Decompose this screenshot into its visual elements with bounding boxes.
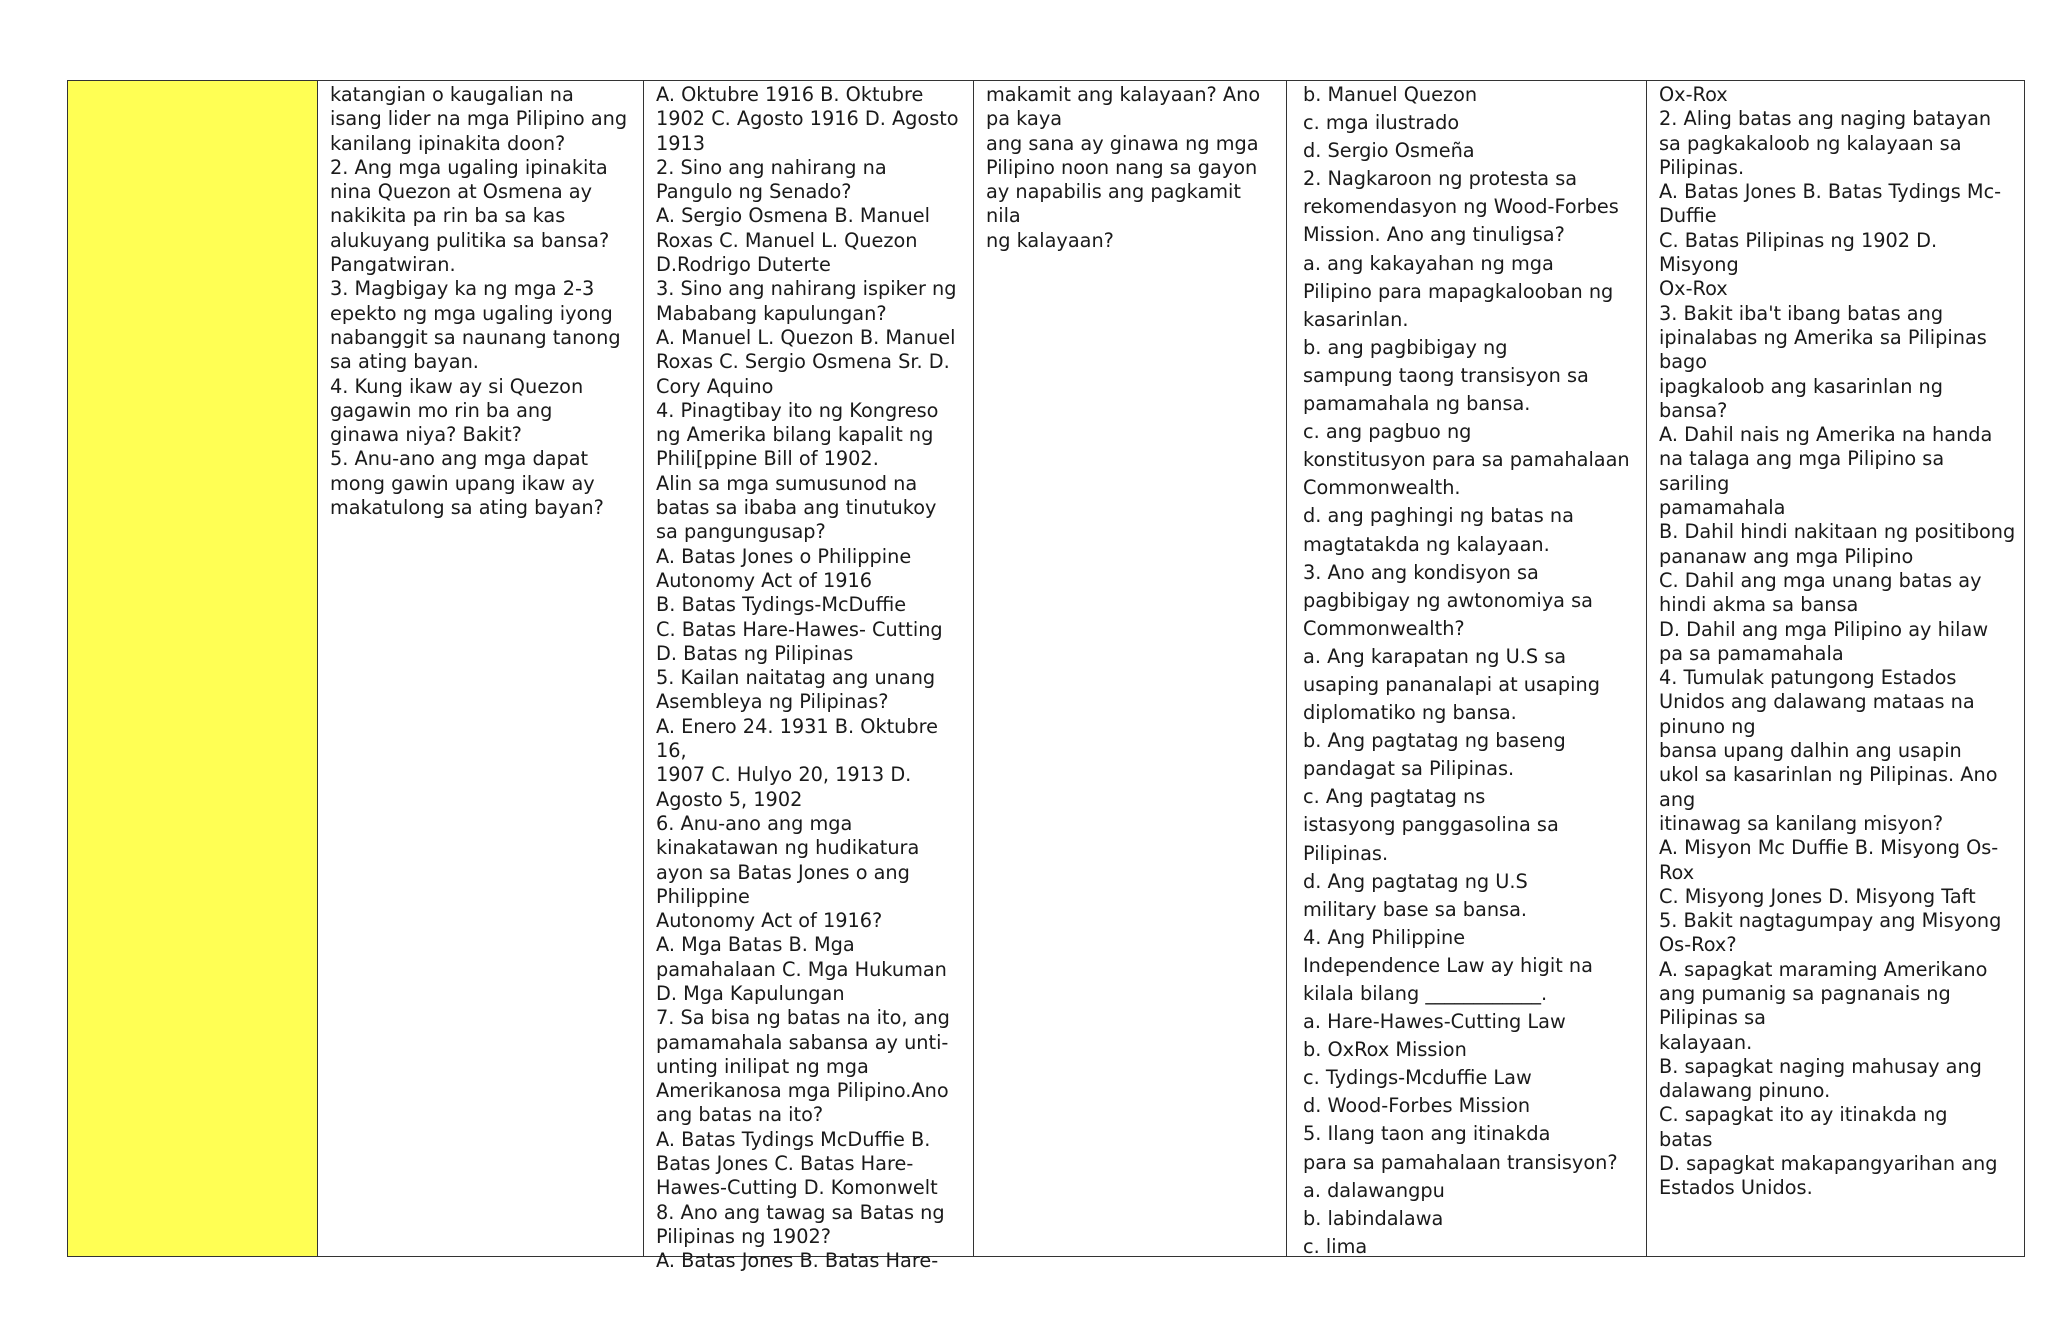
text-line: Phili[ppine Bill of 1902. (656, 447, 879, 471)
text-line: nila (986, 204, 1021, 228)
text-line: d. ang paghingi ng batas na (1303, 504, 1574, 528)
text-line: kalayaan. (1659, 1030, 1753, 1054)
text-line: pamahalaan C. Mga Hukuman (656, 957, 947, 981)
text-line: 5. Kailan naitatag ang unang (656, 666, 936, 690)
text-line: Estados Unidos. (1659, 1176, 1813, 1200)
text-line: a. Hare-Hawes-Cutting Law (1303, 1010, 1566, 1034)
text-line: b. ang pagbibigay ng (1303, 335, 1508, 359)
text-line: Pilipino para mapagkalooban ng (1303, 279, 1614, 303)
text-line: C. Misyong Jones D. Misyong Taft (1659, 884, 1976, 908)
text-line: 3. Sino ang nahirang ispiker ng (656, 277, 957, 301)
text-line: dalawang pinuno. (1659, 1079, 1831, 1103)
text-line: pamamahala ng bansa. (1303, 392, 1531, 416)
text-line: b. labindalawa (1303, 1206, 1444, 1230)
text-line: Hawes-Cutting D. Komonwelt (656, 1176, 938, 1200)
quiz-questions-column (644, 81, 974, 1273)
text-line: 3. Bakit iba't ibang batas ang (1659, 301, 1944, 325)
text-line: ipinalabas ng Amerika sa Pilipinas (1659, 325, 1987, 349)
text-line: makamit ang kalayaan? Ano (986, 83, 1261, 106)
text-line: pagbibigay ng awtonomiya sa (1303, 588, 1593, 612)
text-line: istasyong panggasolina sa (1303, 813, 1559, 837)
text-line: Rox (1659, 860, 1695, 884)
text-line: ipagkaloob ang kasarinlan ng (1659, 374, 1944, 398)
text-line: pandagat sa Pilipinas. (1303, 757, 1515, 781)
text-line: Pilipino noon nang sa gayon (986, 155, 1258, 179)
text-line: b. OxRox Mission (1303, 1038, 1467, 1062)
text-line: ay napabilis ang pagkamit (986, 180, 1241, 204)
text-line: bansa upang dalhin ang usapin (1659, 739, 1962, 763)
text-line: c. ang pagbuo ng (1303, 420, 1472, 444)
text-line: katangian o kaugalian na (330, 83, 574, 106)
text-line: A. Batas Jones B. Batas Hare- (656, 1249, 939, 1273)
text-line: b. Ang pagtatag ng baseng (1303, 729, 1566, 753)
text-line: para sa pamahalaan transisyon? (1303, 1150, 1618, 1174)
text-line: D. Batas ng Pilipinas (656, 641, 854, 665)
text-line: ang batas na ito? (656, 1103, 824, 1127)
text-line: c. Ang pagtatag ns (1303, 785, 1486, 809)
discussion-column (974, 81, 1287, 1256)
text-line: 1902 C. Agosto 1916 D. Agosto (656, 107, 959, 131)
text-line: Commonwealth? (1303, 616, 1465, 640)
text-line: 1913 (656, 131, 706, 155)
text-line: C. Batas Pilipinas ng 1902 D. Misyong (1659, 228, 1944, 277)
text-line: C. Dahil ang mga unang batas ay (1659, 568, 1982, 592)
text-line: Commonwealth. (1303, 476, 1461, 500)
text-line: 2. Aling batas ang naging batayan (1659, 107, 1992, 131)
assessment-column (1647, 81, 2024, 1256)
text-line: 5. Ilang taon ang itinakda (1303, 1122, 1551, 1146)
text-line: 4. Pinagtibay ito ng Kongreso (656, 398, 939, 422)
text-line: A. Misyon Mc Duffie B. Misyong Os- (1659, 836, 1999, 860)
text-line: konstitusyon para sa pamahalaan (1303, 448, 1630, 472)
text-line: d. Wood-Forbes Mission (1303, 1094, 1531, 1118)
text-line: ng kalayaan? (986, 228, 1114, 252)
text-line: epekto ng mga ugaling iyong (330, 301, 613, 325)
text-line: Pilipinas. (1303, 841, 1389, 865)
text-line: D.Rodrigo Duterte (656, 253, 831, 277)
text-line: ukol sa kasarinlan ng Pilipinas. Ano (1659, 763, 1998, 787)
text-line: 3. Ano ang kondisyon sa (1303, 560, 1539, 584)
lesson-table (67, 80, 2025, 1273)
text-line: Pangulo ng Senado? (656, 180, 852, 204)
text-line: Ox-Rox (1659, 277, 1728, 301)
text-line: Ox-Rox (1659, 83, 1728, 106)
text-line: ng Amerika bilang kapalit ng (656, 423, 934, 447)
text-line: a. ang kakayahan ng mga (1303, 251, 1554, 275)
text-line: kasarinlan. (1303, 307, 1409, 331)
text-line: pananaw ang mga Pilipino (1659, 544, 1914, 568)
text-line: diplomatiko ng bansa. (1303, 701, 1517, 725)
text-line: nakikita pa rin ba sa kas (330, 204, 566, 228)
text-line: Agosto 5, 1902 (656, 787, 803, 811)
text-line: Alin sa mga sumusunod na (656, 471, 918, 495)
text-line: D. Mga Kapulungan (656, 981, 845, 1005)
text-line: 5. Anu-ano ang mga dapat (330, 447, 589, 471)
text-line: isang lider na mga Pilipino ang (330, 107, 628, 131)
text-line: a. Ang karapatan ng U.S sa (1303, 644, 1567, 668)
text-line: 5. Bakit nagtagumpay ang Misyong (1659, 909, 2002, 933)
text-line: b. Manuel Quezon (1303, 83, 1478, 106)
text-line: Roxas C. Manuel L. Quezon (656, 228, 918, 252)
text-line: 2. Ang mga ugaling ipinakita (330, 155, 608, 179)
text-line: 1907 C. Hulyo 20, 1913 D. (656, 763, 912, 787)
text-line: Cory Aquino (656, 374, 774, 398)
text-line: D. Dahil ang mga Pilipino ay hilaw (1659, 617, 1989, 641)
multiple-choice-column (1287, 81, 1647, 1256)
text-line: unting inilipat ng mga (656, 1054, 869, 1078)
text-line: Independence Law ay higit na (1303, 953, 1593, 977)
text-line: B. Dahil hindi nakitaan ng positibong (1659, 520, 2016, 544)
text-line: A. Mga Batas B. Mga (656, 933, 855, 957)
text-line: A. Batas Jones B. Batas Tydings Mc- (1659, 180, 2002, 204)
text-line: Duffie (1659, 204, 1717, 228)
text-line: ang sana ay ginawa ng mga (986, 131, 1259, 155)
text-line: pamamahala (1659, 496, 1786, 520)
text-line: B. Batas Tydings-McDuffie (656, 593, 907, 617)
text-line: Mababang kapulungan? (656, 301, 887, 325)
text-line: sa pagkakaloob ng kalayaan sa (1659, 131, 1962, 155)
text-line: 7. Sa bisa ng batas na ito, ang (656, 1006, 950, 1030)
text-line: pinuno ng (1659, 714, 1756, 738)
text-line: alukuyang pulitika sa bansa? (330, 228, 610, 252)
text-line: A. sapagkat maraming Amerikano (1659, 957, 1988, 981)
text-line: 4. Tumulak patungong Estados (1659, 666, 1957, 690)
text-line: 8. Ano ang tawag sa Batas ng (656, 1200, 945, 1224)
text-line: Asembleya ng Pilipinas? (656, 690, 889, 714)
text-line: itinawag sa kanilang misyon? (1659, 811, 1944, 835)
text-line: Pilipinas sa (1659, 1006, 1766, 1030)
text-line: B. sapagkat naging mahusay ang (1659, 1054, 1982, 1078)
text-line: C. sapagkat ito ay itinakda ng (1659, 1103, 1948, 1127)
text-line: sampung taong transisyon sa (1303, 363, 1589, 387)
text-line: sa pangungusap? (656, 520, 826, 544)
text-line: sa ating bayan. (330, 350, 479, 374)
text-line: 4. Ang Philippine (1303, 925, 1466, 949)
text-line: Amerikanosa mga Pilipino.Ano (656, 1079, 949, 1103)
text-line: sariling (1659, 471, 1730, 495)
text-line: ang (1659, 787, 1696, 811)
text-line: nina Quezon at Osmena ay (330, 180, 593, 204)
text-line: C. Batas Hare-Hawes- Cutting (656, 617, 943, 641)
text-line: nabanggit sa naunang tanong (330, 325, 621, 349)
text-line: magtatakda ng kalayaan. (1303, 532, 1550, 556)
text-line: Pilipinas. (1659, 155, 1745, 179)
text-line: 2. Nagkaroon ng protesta sa (1303, 167, 1578, 191)
text-line: gagawin mo rin ba ang (330, 398, 553, 422)
text-line: c. Tydings-Mcduffie Law (1303, 1066, 1532, 1090)
text-line: A. Manuel L. Quezon B. Manuel (656, 325, 956, 349)
text-line: Os-Rox? (1659, 933, 1737, 957)
text-line: Autonomy Act of 1916 (656, 568, 873, 592)
text-line: c. mga ilustrado (1303, 111, 1460, 135)
text-line: Unidos ang dalawang mataas na (1659, 690, 1975, 714)
text-line: makatulong sa ating bayan? (330, 496, 604, 520)
text-line: mong gawin upang ikaw ay (330, 471, 595, 495)
highlighted-column (68, 81, 318, 1256)
text-line: a. dalawangpu (1303, 1178, 1445, 1202)
text-line: A. Dahil nais ng Amerika na handa (1659, 423, 1993, 447)
text-line: Roxas C. Sergio Osmena Sr. D. (656, 350, 950, 374)
text-line: Pangatwiran. (330, 253, 456, 277)
text-line: batas (1659, 1127, 1713, 1151)
text-line: D. sapagkat makapangyarihan ang (1659, 1152, 1998, 1176)
text-line: ang pumanig sa pagnanais ng (1659, 981, 1951, 1005)
text-line: 3. Magbigay ka ng mga 2-3 (330, 277, 595, 301)
text-line: A. Sergio Osmena B. Manuel (656, 204, 930, 228)
text-line: d. Ang pagtatag ng U.S (1303, 869, 1528, 893)
text-line: usaping pananalapi at usaping (1303, 672, 1600, 696)
text-line: rekomendasyon ng Wood-Forbes (1303, 195, 1619, 219)
text-line: Mission. Ano ang tinuligsa? (1303, 223, 1565, 247)
text-line: ginawa niya? Bakit? (330, 423, 522, 447)
text-line: d. Sergio Osmeña (1303, 139, 1475, 163)
text-line: kanilang ipinakita doon? (330, 131, 566, 155)
text-line: bansa? (1659, 398, 1728, 422)
reflection-questions-column (318, 81, 644, 1256)
text-line: pamamahala sabansa ay unti- (656, 1030, 949, 1054)
text-line: batas sa ibaba ang tinutukoy (656, 496, 937, 520)
text-line: ayon sa Batas Jones o ang (656, 860, 910, 884)
text-line: A. Batas Tydings McDuffie B. (656, 1127, 931, 1151)
text-line: hindi akma sa bansa (1659, 593, 1859, 617)
text-line: 2. Sino ang nahirang na (656, 155, 887, 179)
text-line: na talaga ang mga Pilipino sa (1659, 447, 1945, 471)
text-line: A. Oktubre 1916 B. Oktubre (656, 83, 924, 106)
text-line: bago (1659, 350, 1708, 374)
text-line: kilala bilang ____________. (1303, 982, 1548, 1005)
text-line: Philippine (656, 884, 750, 908)
text-line: 6. Anu-ano ang mga (656, 811, 853, 835)
text-line: military base sa bansa. (1303, 897, 1528, 921)
text-line: Batas Jones C. Batas Hare- (656, 1152, 914, 1176)
text-line: pa kaya (986, 107, 1063, 131)
text-line: A. Enero 24. 1931 B. Oktubre 16, (656, 714, 945, 763)
text-line: A. Batas Jones o Philippine (656, 544, 912, 568)
text-line: Pilipinas ng 1902? (656, 1224, 831, 1248)
text-line: 4. Kung ikaw ay si Quezon (330, 374, 584, 398)
text-line: kinakatawan ng hudikatura (656, 836, 920, 860)
text-line: Autonomy Act of 1916? (656, 909, 883, 933)
text-line: c. lima (1303, 1234, 1368, 1258)
text-line: pa sa pamamahala (1659, 641, 1844, 665)
